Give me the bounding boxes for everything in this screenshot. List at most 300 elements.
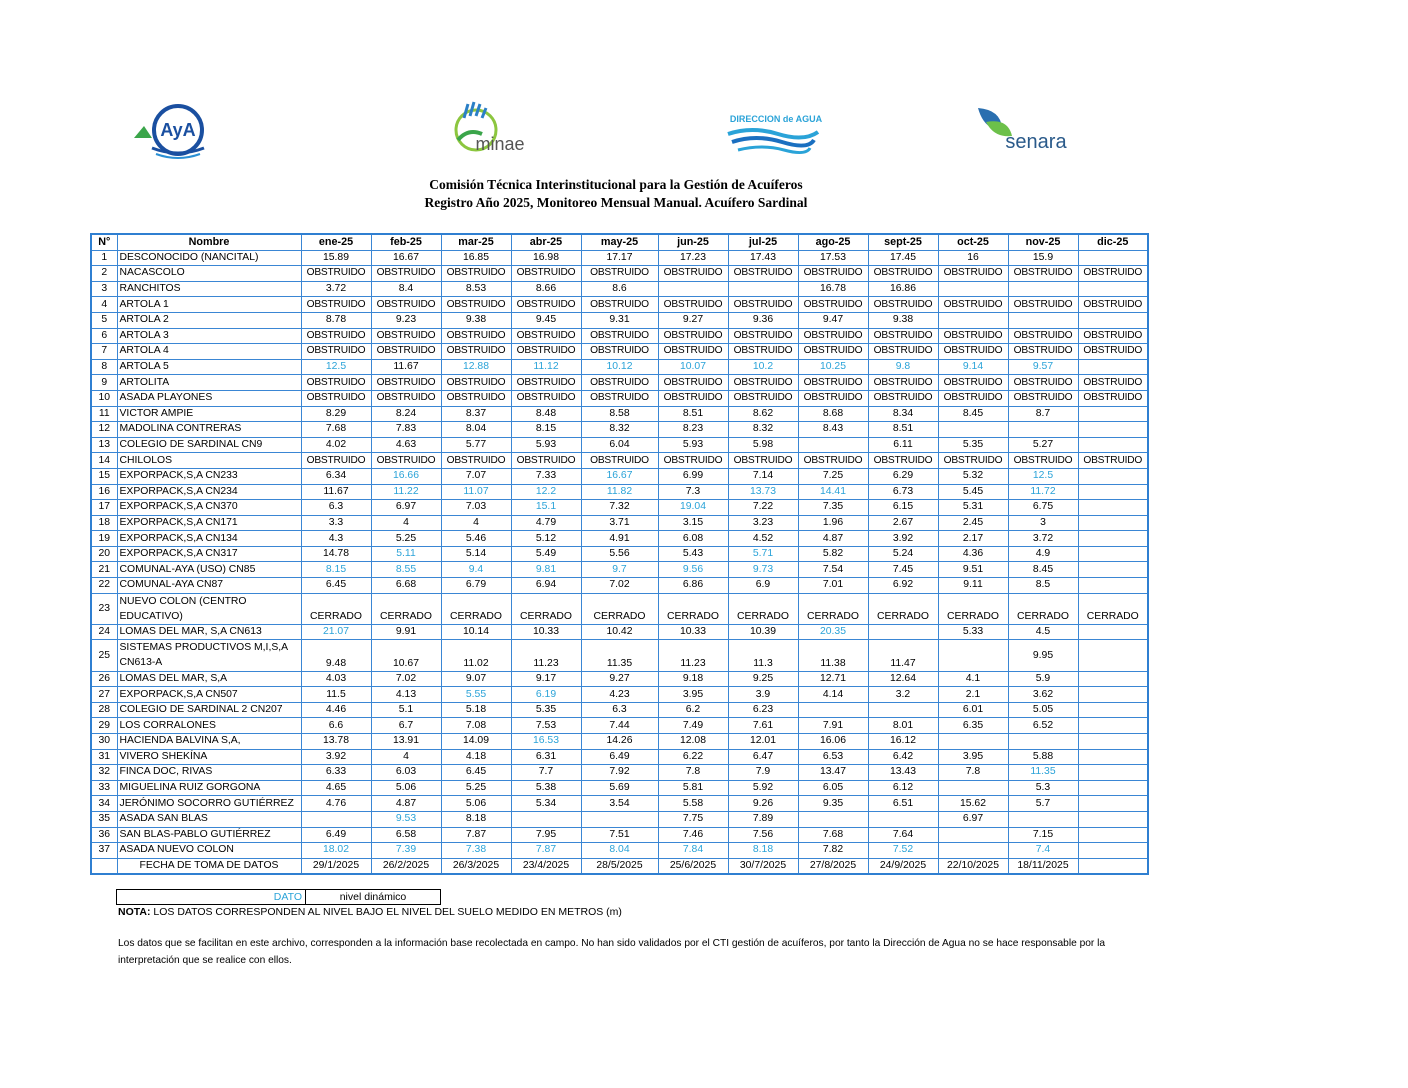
value-cell: 6.11 <box>868 437 938 453</box>
value-cell: 8.29 <box>301 406 371 422</box>
table-row <box>91 765 1148 781</box>
value-cell: OBSTRUIDO <box>511 390 581 406</box>
row-number: 21 <box>91 562 117 578</box>
value-cell <box>1008 312 1078 328</box>
row-name: EXPORPACK,S,A CN370 <box>117 500 301 516</box>
legend-dato: DATO <box>117 890 306 905</box>
table-row <box>91 406 1148 422</box>
value-cell: 9.07 <box>441 671 511 687</box>
value-cell <box>1078 718 1148 734</box>
value-cell: OBSTRUIDO <box>728 328 798 344</box>
value-cell: 3.95 <box>658 687 728 703</box>
value-cell: 16.85 <box>441 250 511 266</box>
value-cell: 4.63 <box>371 437 441 453</box>
value-cell: 5.31 <box>938 500 1008 516</box>
value-cell: OBSTRUIDO <box>301 328 371 344</box>
value-cell <box>1008 734 1078 750</box>
table-row <box>91 827 1148 843</box>
value-cell: 10.07 <box>658 359 728 375</box>
value-cell: 4.65 <box>301 780 371 796</box>
value-cell: OBSTRUIDO <box>938 266 1008 282</box>
title-line-2: Registro Año 2025, Monitoreo Mensual Manual. Acuífero Sardinal <box>424 195 808 210</box>
value-cell: 17.45 <box>868 250 938 266</box>
row-name: RANCHITOS <box>117 281 301 297</box>
value-cell: 9.81 <box>511 562 581 578</box>
value-cell: 2.1 <box>938 687 1008 703</box>
value-cell <box>1078 281 1148 297</box>
value-cell: 6.34 <box>301 468 371 484</box>
value-cell: OBSTRUIDO <box>868 344 938 360</box>
value-cell: 14.41 <box>798 484 868 500</box>
value-cell: 7.45 <box>868 562 938 578</box>
value-cell: 13.91 <box>371 734 441 750</box>
value-cell: 5.18 <box>441 702 511 718</box>
value-cell: 4.03 <box>301 671 371 687</box>
value-cell: 3 <box>1008 515 1078 531</box>
row-number: 33 <box>91 780 117 796</box>
value-cell: 6.6 <box>301 718 371 734</box>
value-cell: OBSTRUIDO <box>511 328 581 344</box>
value-cell: 16 <box>938 250 1008 266</box>
table-row <box>91 250 1148 266</box>
value-cell: 15.89 <box>301 250 371 266</box>
row-name: EXPORPACK,S,A CN134 <box>117 531 301 547</box>
value-cell: 6.51 <box>868 796 938 812</box>
value-cell: 7.53 <box>511 718 581 734</box>
value-cell: 6.3 <box>581 702 658 718</box>
value-cell: 16.78 <box>798 281 868 297</box>
value-cell: CERRADO <box>301 593 371 624</box>
value-cell: 12.64 <box>868 671 938 687</box>
value-cell: OBSTRUIDO <box>1008 328 1078 344</box>
value-cell <box>1078 546 1148 562</box>
column-header: ago-25 <box>798 234 868 250</box>
value-cell: 6.35 <box>938 718 1008 734</box>
value-cell: 1.96 <box>798 515 868 531</box>
value-cell: 6.7 <box>371 718 441 734</box>
value-cell: 14.09 <box>441 734 511 750</box>
value-cell: 6.23 <box>728 702 798 718</box>
value-cell: 8.48 <box>511 406 581 422</box>
value-cell: 8.32 <box>581 422 658 438</box>
value-cell <box>1078 250 1148 266</box>
value-cell <box>868 624 938 640</box>
value-cell: 6.97 <box>938 811 1008 827</box>
row-name: VIVERO SHEKÍNA <box>117 749 301 765</box>
value-cell: 5.12 <box>511 531 581 547</box>
value-cell <box>938 843 1008 859</box>
table-row <box>91 640 1148 671</box>
column-header: feb-25 <box>371 234 441 250</box>
value-cell: 7.56 <box>728 827 798 843</box>
disclaimer: Los datos que se facilitan en este archivo, corresponden a la información base recolectada en campo. No han sido validados por el CTI gestión de acuíferos, por tanto la Dirección de Agua no se hace responsable por la interpretación que se realice con ellos. <box>118 938 1106 966</box>
value-cell: 5.38 <box>511 780 581 796</box>
value-cell: 13.73 <box>728 484 798 500</box>
value-cell: 5.46 <box>441 531 511 547</box>
value-cell <box>1008 281 1078 297</box>
value-cell: 11.67 <box>301 484 371 500</box>
value-cell: OBSTRUIDO <box>1008 375 1078 391</box>
value-cell: 12.01 <box>728 734 798 750</box>
column-header: nov-25 <box>1008 234 1078 250</box>
value-cell: 9.35 <box>798 796 868 812</box>
value-cell: 7.14 <box>728 468 798 484</box>
value-cell: 6.45 <box>301 578 371 594</box>
value-cell: 6.33 <box>301 765 371 781</box>
value-cell: OBSTRUIDO <box>938 344 1008 360</box>
value-cell: CERRADO <box>868 593 938 624</box>
value-cell: 9.31 <box>581 312 658 328</box>
value-cell: 5.55 <box>441 687 511 703</box>
table-row <box>91 702 1148 718</box>
value-cell: OBSTRUIDO <box>441 266 511 282</box>
row-number: 19 <box>91 531 117 547</box>
value-cell: OBSTRUIDO <box>658 328 728 344</box>
column-header: jul-25 <box>728 234 798 250</box>
row-name: JERÓNIMO SOCORRO GUTIÉRREZ <box>117 796 301 812</box>
column-header: Nombre <box>117 234 301 250</box>
value-cell: OBSTRUIDO <box>581 297 658 313</box>
value-cell: 6.49 <box>301 827 371 843</box>
value-cell: 6.19 <box>511 687 581 703</box>
row-number: 6 <box>91 328 117 344</box>
value-cell: 7.02 <box>371 671 441 687</box>
column-header: N° <box>91 234 117 250</box>
value-cell: 8.62 <box>728 406 798 422</box>
value-cell: 4.13 <box>371 687 441 703</box>
value-cell: 7.4 <box>1008 843 1078 859</box>
value-cell: OBSTRUIDO <box>938 390 1008 406</box>
value-cell: 21.07 <box>301 624 371 640</box>
value-cell: 5.7 <box>1008 796 1078 812</box>
value-cell: 11.07 <box>441 484 511 500</box>
row-name: ARTOLA 1 <box>117 297 301 313</box>
value-cell: 8.6 <box>581 281 658 297</box>
value-cell: 9.11 <box>938 578 1008 594</box>
value-cell: 9.45 <box>511 312 581 328</box>
value-cell: 8.55 <box>371 562 441 578</box>
row-name: ARTOLA 4 <box>117 344 301 360</box>
value-cell: 10.12 <box>581 359 658 375</box>
column-header: oct-25 <box>938 234 1008 250</box>
row-name: HACIENDA BALVINA S,A, <box>117 734 301 750</box>
value-cell: 20.35 <box>798 624 868 640</box>
value-cell: 12.88 <box>441 359 511 375</box>
value-cell: 8.15 <box>511 422 581 438</box>
value-cell: 17.17 <box>581 250 658 266</box>
value-cell: OBSTRUIDO <box>658 297 728 313</box>
value-cell: 8.43 <box>798 422 868 438</box>
value-cell: 8.51 <box>868 422 938 438</box>
value-cell <box>1078 515 1148 531</box>
value-cell: 7.95 <box>511 827 581 843</box>
value-cell: 19.04 <box>658 500 728 516</box>
value-cell: 14.26 <box>581 734 658 750</box>
value-cell: 11.72 <box>1008 484 1078 500</box>
table-row <box>91 734 1148 750</box>
value-cell <box>1078 843 1148 859</box>
value-cell: CERRADO <box>1078 593 1148 624</box>
value-cell: 6.22 <box>658 749 728 765</box>
value-cell: 5.81 <box>658 780 728 796</box>
row-number: 17 <box>91 500 117 516</box>
value-cell: 7.44 <box>581 718 658 734</box>
value-cell: 6.68 <box>371 578 441 594</box>
value-cell: 7.8 <box>938 765 1008 781</box>
value-cell: 5.14 <box>441 546 511 562</box>
table-row <box>91 297 1148 313</box>
value-cell: 3.3 <box>301 515 371 531</box>
row-number: 29 <box>91 718 117 734</box>
value-cell: 16.67 <box>371 250 441 266</box>
value-cell: 5.11 <box>371 546 441 562</box>
value-cell: 7.51 <box>581 827 658 843</box>
row-number: 11 <box>91 406 117 422</box>
value-cell: OBSTRUIDO <box>728 453 798 469</box>
table-row <box>91 562 1148 578</box>
value-cell: 13.78 <box>301 734 371 750</box>
value-cell: OBSTRUIDO <box>511 453 581 469</box>
value-cell: 3.92 <box>868 531 938 547</box>
row-name: LOMAS DEL MAR, S,A CN613 <box>117 624 301 640</box>
value-cell: OBSTRUIDO <box>581 328 658 344</box>
value-cell: 5.82 <box>798 546 868 562</box>
value-cell: 9.27 <box>581 671 658 687</box>
table-row <box>91 515 1148 531</box>
value-cell <box>1078 749 1148 765</box>
value-cell: 6.3 <box>301 500 371 516</box>
table-row <box>91 500 1148 516</box>
value-cell: OBSTRUIDO <box>798 266 868 282</box>
note-label: NOTA: <box>118 906 151 918</box>
value-cell: 4 <box>441 515 511 531</box>
table-row <box>91 624 1148 640</box>
value-cell: 12.5 <box>1008 468 1078 484</box>
value-cell: 10.25 <box>798 359 868 375</box>
table-row <box>91 375 1148 391</box>
value-cell: OBSTRUIDO <box>798 390 868 406</box>
value-cell: 7.64 <box>868 827 938 843</box>
value-cell: 8.45 <box>938 406 1008 422</box>
value-cell: 7.35 <box>798 500 868 516</box>
value-cell: 4 <box>371 515 441 531</box>
date-cell: 30/7/2025 <box>728 858 798 874</box>
row-number: 16 <box>91 484 117 500</box>
value-cell <box>1008 422 1078 438</box>
value-cell: 11.12 <box>511 359 581 375</box>
minae-logo-icon <box>448 100 538 162</box>
row-number: 27 <box>91 687 117 703</box>
value-cell: OBSTRUIDO <box>1078 375 1148 391</box>
value-cell: 8.18 <box>441 811 511 827</box>
value-cell: 9.27 <box>658 312 728 328</box>
row-number: 32 <box>91 765 117 781</box>
row-number: 25 <box>91 640 117 671</box>
value-cell: 9.4 <box>441 562 511 578</box>
legend-nivel: nivel dinámico <box>306 890 441 905</box>
value-cell: 8.68 <box>798 406 868 422</box>
value-cell: 11.5 <box>301 687 371 703</box>
column-header: sept-25 <box>868 234 938 250</box>
value-cell: 8.66 <box>511 281 581 297</box>
value-cell <box>1078 702 1148 718</box>
value-cell: 4.3 <box>301 531 371 547</box>
value-cell <box>938 734 1008 750</box>
table-row <box>91 453 1148 469</box>
value-cell: 11.47 <box>868 640 938 671</box>
value-cell: 8.24 <box>371 406 441 422</box>
value-cell: 5.93 <box>511 437 581 453</box>
table-row <box>91 578 1148 594</box>
value-cell: 6.52 <box>1008 718 1078 734</box>
row-name: FINCA DOC, RIVAS <box>117 765 301 781</box>
column-header: jun-25 <box>658 234 728 250</box>
value-cell: 2.45 <box>938 515 1008 531</box>
value-cell: 4.14 <box>798 687 868 703</box>
value-cell: OBSTRUIDO <box>441 453 511 469</box>
water-logo-text: DIRECCION de AGUA <box>729 114 822 124</box>
value-cell: 4.36 <box>938 546 1008 562</box>
value-cell: 6.45 <box>441 765 511 781</box>
value-cell: 4.79 <box>511 515 581 531</box>
value-cell: OBSTRUIDO <box>441 328 511 344</box>
row-name: SAN BLAS-PABLO GUTIÉRREZ <box>117 827 301 843</box>
value-cell: OBSTRUIDO <box>798 453 868 469</box>
value-cell: OBSTRUIDO <box>441 390 511 406</box>
row-number: 9 <box>91 375 117 391</box>
value-cell: OBSTRUIDO <box>441 375 511 391</box>
value-cell <box>798 702 868 718</box>
value-cell: CERRADO <box>798 593 868 624</box>
value-cell: 8.5 <box>1008 578 1078 594</box>
value-cell: 5.49 <box>511 546 581 562</box>
value-cell: CERRADO <box>938 593 1008 624</box>
value-cell <box>1078 765 1148 781</box>
row-name: COLEGIO DE SARDINAL 2 CN207 <box>117 702 301 718</box>
row-name: VICTOR AMPIE <box>117 406 301 422</box>
row-number: 34 <box>91 796 117 812</box>
value-cell: 8.78 <box>301 312 371 328</box>
value-cell <box>938 827 1008 843</box>
value-cell: 5.25 <box>371 531 441 547</box>
value-cell: OBSTRUIDO <box>1078 328 1148 344</box>
value-cell: 6.58 <box>371 827 441 843</box>
value-cell: OBSTRUIDO <box>798 375 868 391</box>
dates-row <box>91 858 1148 874</box>
value-cell: 16.53 <box>511 734 581 750</box>
value-cell: OBSTRUIDO <box>371 453 441 469</box>
value-cell: OBSTRUIDO <box>658 266 728 282</box>
value-cell: 7.7 <box>511 765 581 781</box>
value-cell: 8.53 <box>441 281 511 297</box>
value-cell <box>1078 640 1148 671</box>
row-name: DESCONOCIDO (NANCITAL) <box>117 250 301 266</box>
dates-empty-cell <box>91 858 117 874</box>
value-cell: 7.9 <box>728 765 798 781</box>
value-cell: OBSTRUIDO <box>938 453 1008 469</box>
dates-label: FECHA DE TOMA DE DATOS <box>117 858 301 874</box>
value-cell <box>1008 811 1078 827</box>
value-cell: 5.77 <box>441 437 511 453</box>
value-cell: 6.73 <box>868 484 938 500</box>
senara-logo-text: senara <box>1005 131 1067 153</box>
value-cell: 6.05 <box>798 780 868 796</box>
value-cell: 7.68 <box>301 422 371 438</box>
column-header: abr-25 <box>511 234 581 250</box>
value-cell: 12.08 <box>658 734 728 750</box>
value-cell: 7.87 <box>511 843 581 859</box>
value-cell: OBSTRUIDO <box>868 375 938 391</box>
table-row <box>91 484 1148 500</box>
value-cell: 5.92 <box>728 780 798 796</box>
value-cell: OBSTRUIDO <box>371 375 441 391</box>
value-cell: 11.23 <box>511 640 581 671</box>
table-row <box>91 749 1148 765</box>
value-cell: 5.05 <box>1008 702 1078 718</box>
value-cell: OBSTRUIDO <box>301 375 371 391</box>
value-cell: 8.51 <box>658 406 728 422</box>
value-cell: 10.42 <box>581 624 658 640</box>
value-cell: 3.2 <box>868 687 938 703</box>
value-cell: 5.35 <box>511 702 581 718</box>
value-cell: OBSTRUIDO <box>581 375 658 391</box>
value-cell: 4.52 <box>728 531 798 547</box>
row-number: 37 <box>91 843 117 859</box>
value-cell: OBSTRUIDO <box>441 344 511 360</box>
value-cell <box>938 422 1008 438</box>
value-cell: 7.68 <box>798 827 868 843</box>
value-cell <box>511 811 581 827</box>
value-cell: OBSTRUIDO <box>728 297 798 313</box>
date-cell: 26/2/2025 <box>371 858 441 874</box>
value-cell: 11.22 <box>371 484 441 500</box>
value-cell: 9.17 <box>511 671 581 687</box>
table-row <box>91 531 1148 547</box>
date-cell <box>1078 858 1148 874</box>
date-cell: 18/11/2025 <box>1008 858 1078 874</box>
value-cell: OBSTRUIDO <box>1078 390 1148 406</box>
value-cell: 9.36 <box>728 312 798 328</box>
row-name: EXPORPACK,S,A CN317 <box>117 546 301 562</box>
value-cell: 10.2 <box>728 359 798 375</box>
value-cell: 4.87 <box>371 796 441 812</box>
value-cell: OBSTRUIDO <box>301 453 371 469</box>
value-cell: 6.15 <box>868 500 938 516</box>
value-cell: CERRADO <box>728 593 798 624</box>
value-cell <box>1078 468 1148 484</box>
value-cell: OBSTRUIDO <box>1078 344 1148 360</box>
date-cell: 25/6/2025 <box>658 858 728 874</box>
value-cell: 9.53 <box>371 811 441 827</box>
value-cell: OBSTRUIDO <box>581 390 658 406</box>
value-cell: OBSTRUIDO <box>301 390 371 406</box>
value-cell: 9.7 <box>581 562 658 578</box>
table-row <box>91 266 1148 282</box>
value-cell: OBSTRUIDO <box>371 344 441 360</box>
value-cell: 16.98 <box>511 250 581 266</box>
value-cell: 6.86 <box>658 578 728 594</box>
value-cell: 6.2 <box>658 702 728 718</box>
value-cell: 11.02 <box>441 640 511 671</box>
value-cell: 8.4 <box>371 281 441 297</box>
value-cell: 9.23 <box>371 312 441 328</box>
row-name: ASADA NUEVO COLON <box>117 843 301 859</box>
value-cell: 3.9 <box>728 687 798 703</box>
value-cell: 9.51 <box>938 562 1008 578</box>
value-cell: 8.34 <box>868 406 938 422</box>
value-cell <box>581 811 658 827</box>
value-cell: OBSTRUIDO <box>441 297 511 313</box>
